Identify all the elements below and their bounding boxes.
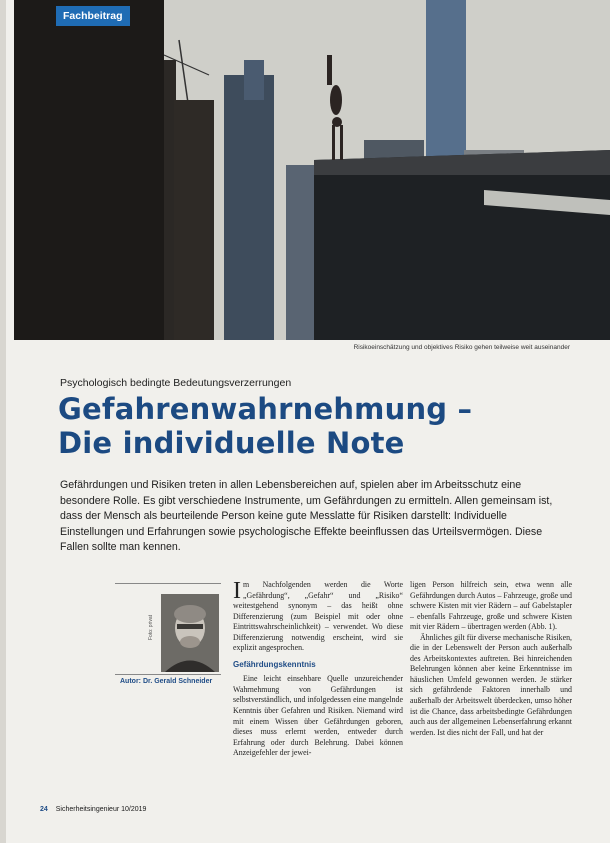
body-column-1 (233, 580, 403, 759)
body-paragraph-1: Eine leicht einsehbare Quelle unzureichender Wahrnehmung von Gefährdungen ist selbstverständlich, und infolgedessen eine mangelnde Kenntnis über Gefahren und Risiken. Niemand wird mit einem Wissen über Gefährdungen geboren, dieses muss erlernt werden, entweder durch Erfahrung oder durch Belehrung. Dabei können Anzeigefehler der jewei- (233, 674, 403, 758)
author-rule-top (115, 583, 221, 584)
photo-caption: Risikoeinschätzung und objektives Risiko gehen teilweise weit auseinander (353, 344, 570, 351)
header-photo (14, 0, 610, 340)
publication-name: Sicherheitsingenieur 10/2019 (55, 806, 147, 813)
page-edge (0, 0, 6, 843)
city-skyline-illustration (14, 0, 610, 340)
body-paragraph-3: Ähnliches gilt für diverse mechanische Risiken, die in der Lebenswelt der Person auch außerhalb des Arbeitskontextes auftreten. Bei hinreichenden Belehrungen können aber keine Erkenntnisse im häuslichen Umfeld gewonnen werden. Je stärker sich gefährdende Faktoren innerhalb und außerhalb der Arbeitswelt überdecken, umso höher ist die Chance, dass arbeitsbedingte Gefährdungen auch aus der allgemeinen Lebenserfahrung erkannt werden. Ist dies nicht der Fall, und hat der (410, 632, 572, 737)
headline (58, 392, 472, 460)
author-portrait (161, 594, 219, 672)
body-column-2 (410, 580, 572, 738)
author-rule-bottom (115, 674, 221, 675)
subhead-gefaehrdungskenntnis: Gefährdungskenntnis (233, 659, 316, 669)
author-label: Autor: Dr. Gerald Schneider (120, 678, 213, 685)
page-number: 24 (40, 806, 48, 813)
headline-line-2: Die individuelle Note (58, 426, 405, 460)
section-rubric: Fachbeitrag (56, 6, 130, 26)
author-portrait-drawing (161, 594, 219, 672)
intro-paragraph: m Nachfolgenden werden die Worte „Gefährdung“, „Gefahr“ und „Risiko“ weitestgehend synonym – das heißt ohne Differenzierung (zum Beispiel mit oder ohne Eintrittswahrscheinlichkeit) – verwendet. Wo diese Differenzierung notwendig erscheint, wird sie explizit angesprochen. (233, 580, 403, 653)
headline-line-1: Gefahrenwahrnehmung – (58, 392, 473, 426)
teaser-paragraph: Gefährdungen und Risiken treten in allen Lebensbereichen auf, spielen aber im Arbeitsschutz eine besondere Rolle. Es gibt verschiedene Instrumente, um Gefährdungen zu ermitteln. Allen gemeinsam ist, dass der Mensch als beurteilende Person keine gute Messlatte für Risiken darstellt: Individuelle Einstellungen und Erfahrungen sowie psychologische Effekte beeinflussen das Urteilsvermögen. Diese Fallen sollte man kennen. (60, 479, 553, 553)
dropcap: I (233, 578, 241, 604)
kicker: Psychologisch bedingte Bedeutungsverzerrungen (60, 377, 292, 389)
body-paragraph-2: ligen Person hilfreich sein, etwa wenn alle Gefährdungen durch Autos – Fahrzeuge, große und schwere Kisten mit vier Rädern – auf Gabelstapler – ebenfalls Fahrzeuge, große und schwere Kisten mit vier Rädern – übertragen werden (Abb. 1). (410, 580, 572, 632)
page-footer (40, 806, 146, 813)
photo-credit: Foto: privat (148, 614, 154, 640)
